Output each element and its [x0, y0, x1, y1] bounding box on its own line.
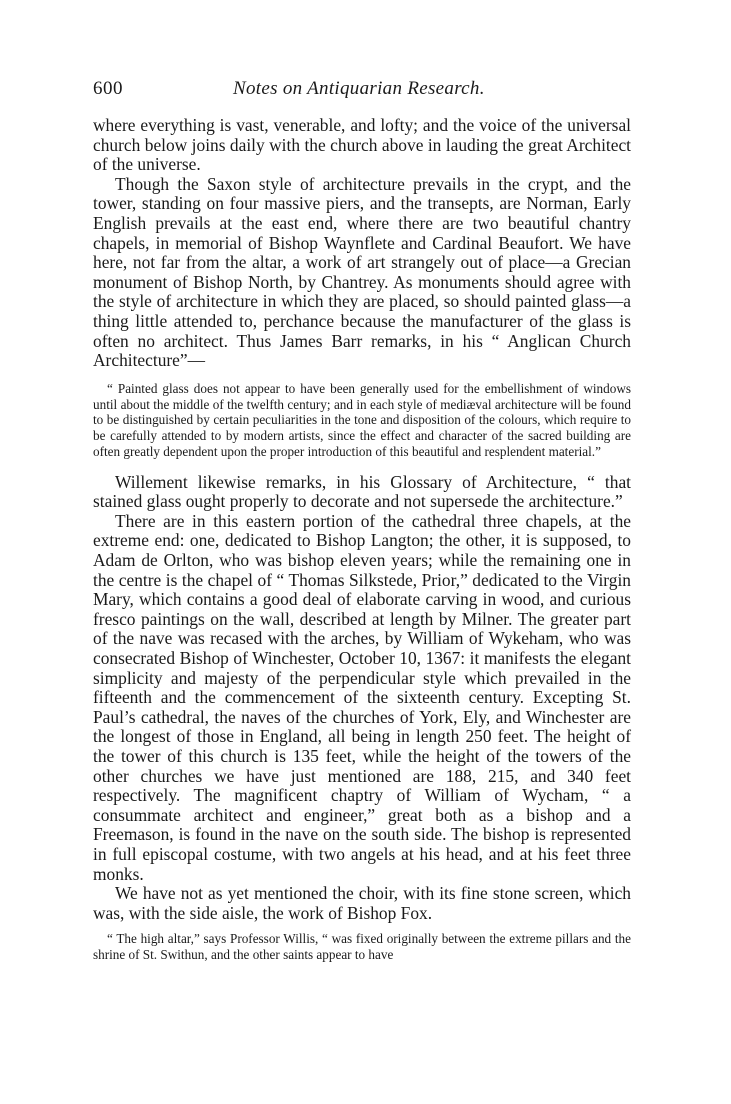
quote-willis: “ The high altar,” says Professor Willis, “ was fixed originally between the extreme pillars and the shrine of St. Swithun, and the other saints appear to have	[93, 931, 631, 963]
page-header	[93, 78, 631, 100]
block-quote-barr: “ Painted glass does not appear to have been generally used for the embellishment of windows until about the middle of the twelfth century; and in each style of mediæval architecture will be found to be distinguished by certain peculiarities in the tone and disposition of the colours, which require to be carefully attended to by modern artists, since the effect and character of the sacred building are often greatly dependent upon the proper introduction of this beautiful and resplendent material.”	[93, 380, 631, 459]
page-number: 600	[93, 78, 123, 99]
paragraph-continuation: where everything is vast, venerable, and lofty; and the voice of the universal church below joins daily with the church above in lauding the great Architect of the universe.	[93, 115, 631, 175]
running-title: Notes on Antiquarian Research.	[233, 78, 485, 99]
paragraph-chapels-nave: There are in this eastern portion of the cathedral three chapels, at the extreme end: one, dedicated to Bishop Langton; the other, it is supposed, to Adam de Orlton, who was bishop eleven years; while the remaining one in the centre is the chapel of “ Thomas Silkstede, Prior,” dedicated to the Virgin Mary, which contains a good deal of elaborate carving in wood, and curious fresco paintings on the wall, described at length by Milner. The greater part of the nave was recased with the arches, by William of Wykeham, who was consecrated Bishop of Winchester, October 10, 1367: it manifests the elegant simplicity and majesty of the perpendicular style which prevailed in the fifteenth and the commencement of the sixteenth century. Excepting St. Paul’s cathedral, the naves of the churches of York, Ely, and Winchester are the longest of those in England, all being in length 250 feet. The height of the tower of this church is 135 feet, while the height of the towers of the other churches we have just mentioned are 188, 215, and 340 feet respectively. The magnificent chaptry of William of Wycham, “ a consummate architect and engineer,” great both as a bishop and a Freemason, is found in the nave on the south side. The bishop is represented in full episcopal costume, with two angels at his head, and at his feet three monks.	[93, 510, 631, 884]
paragraph-choir: We have not as yet mentioned the choir, with its fine stone screen, which was, with the side aisle, the work of Bishop Fox.	[93, 883, 631, 923]
paragraph-architecture-styles: Though the Saxon style of architecture prevails in the crypt, and the tower, standing on four massive piers, and the transepts, are Norman, Early English prevails at the east end, where there are two beautiful chantry chapels, in memorial of Bishop Waynflete and Cardinal Beaufort. We have here, not far from the altar, a work of art strangely out of place—a Grecian monument of Bishop North, by Chantrey. As monuments should agree with the style of architecture in which they are placed, so should painted glass—a thing little attended to, perchance because the manufacturer of the glass is often no architect. Thus James Barr remarks, in his “ Anglican Church Architecture”—	[93, 173, 631, 371]
paragraph-willement: Willement likewise remarks, in his Glossary of Architecture, “ that stained glass ought properly to decorate and not supersede the architecture.”	[93, 471, 631, 512]
